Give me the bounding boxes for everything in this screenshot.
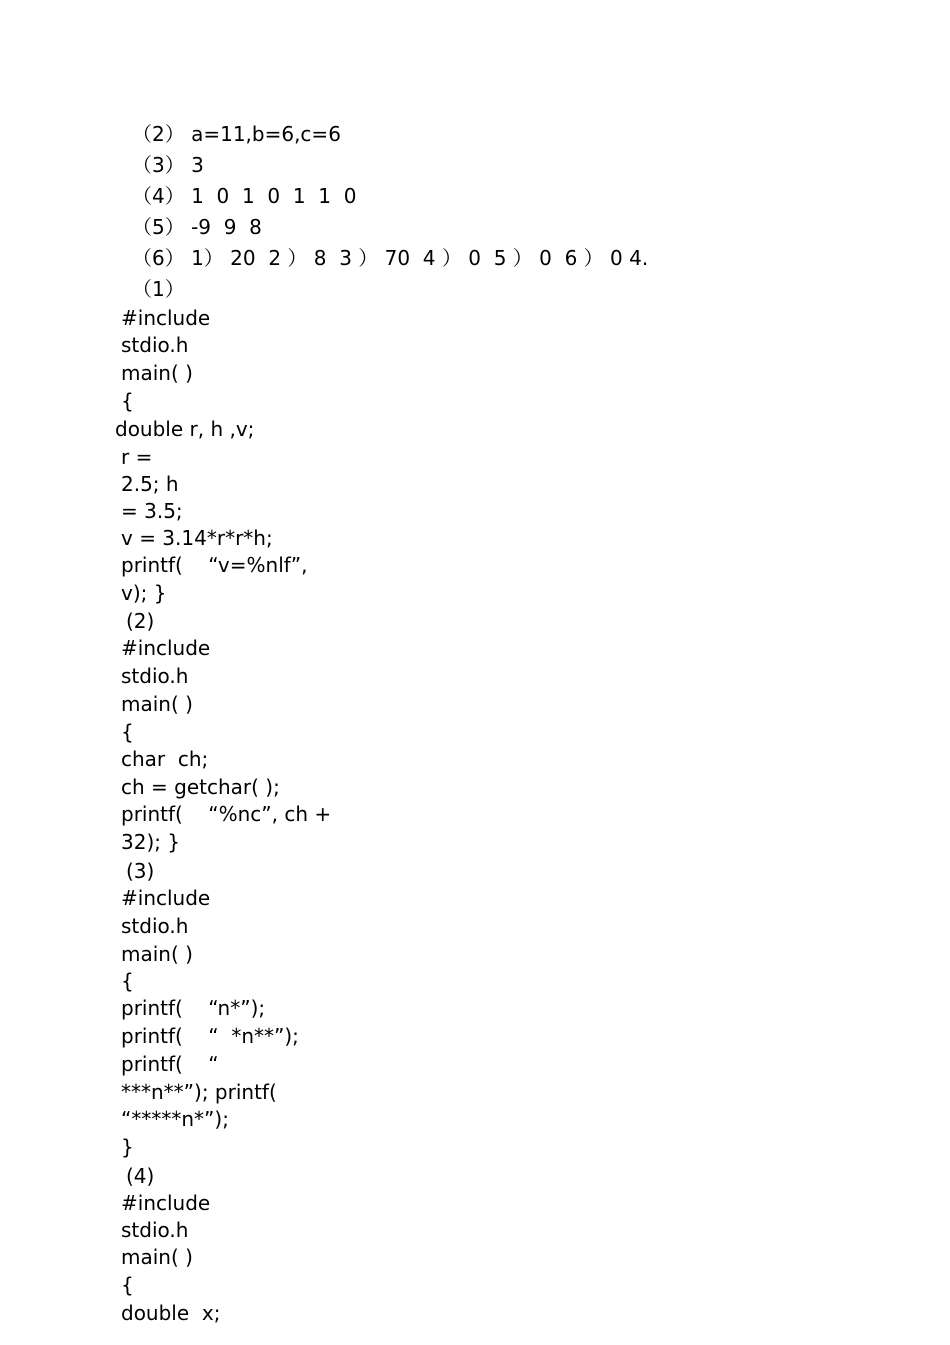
section-label: (4) (126, 1164, 155, 1188)
code-line: stdio.h (121, 1218, 189, 1242)
code-line: #include (121, 886, 211, 910)
code-line: { (121, 969, 134, 993)
code-line: stdio.h (121, 664, 189, 688)
code-line: ***n**”); printf( (121, 1080, 277, 1104)
code-line: main( ) (121, 361, 193, 385)
code-line: #include (121, 306, 211, 330)
answer-line: （1） (132, 277, 185, 301)
code-line: printf( “%nc”, ch + (121, 802, 332, 826)
code-line: } (121, 1135, 134, 1159)
code-line: stdio.h (121, 914, 189, 938)
code-line: stdio.h (121, 333, 189, 357)
code-line: { (121, 389, 134, 413)
code-line: printf( “ (121, 1052, 219, 1076)
section-label: (3) (126, 859, 155, 883)
section-label: (2) (126, 609, 155, 633)
code-line: double r, h ,v; (115, 417, 255, 441)
code-line: main( ) (121, 942, 193, 966)
code-line: { (121, 1273, 134, 1297)
answer-line: （5） -9 9 8 (132, 215, 262, 239)
code-line: main( ) (121, 692, 193, 716)
code-line: printf( “v=%nlf”, (121, 553, 308, 577)
code-line: { (121, 720, 134, 744)
answer-line: （3） 3 (132, 153, 204, 177)
code-line: v = 3.14*r*r*h; (121, 526, 273, 550)
code-line: “*****n*”); (121, 1107, 229, 1131)
code-line: v); } (121, 581, 167, 605)
code-line: ch = getchar( ); (121, 775, 280, 799)
code-line: = 3.5; (121, 499, 183, 523)
code-line: r = (121, 445, 153, 469)
code-line: 32); } (121, 830, 181, 854)
code-line: char ch; (121, 747, 209, 771)
code-line: main( ) (121, 1245, 193, 1269)
answer-line: （2） a=11,b=6,c=6 (132, 122, 341, 146)
code-line: #include (121, 636, 211, 660)
answer-line: （4） 1 0 1 0 1 1 0 (132, 184, 357, 208)
code-line: double x; (121, 1301, 221, 1325)
code-line: 2.5; h (121, 472, 179, 496)
code-line: printf( “n*”); (121, 996, 266, 1020)
code-line: #include (121, 1191, 211, 1215)
code-line: printf( “ *n**”); (121, 1024, 299, 1048)
answer-line: （6） 1） 20 2 ） 8 3 ） 70 4 ） 0 5 ） 0 6 ） 0 4. (132, 246, 649, 270)
